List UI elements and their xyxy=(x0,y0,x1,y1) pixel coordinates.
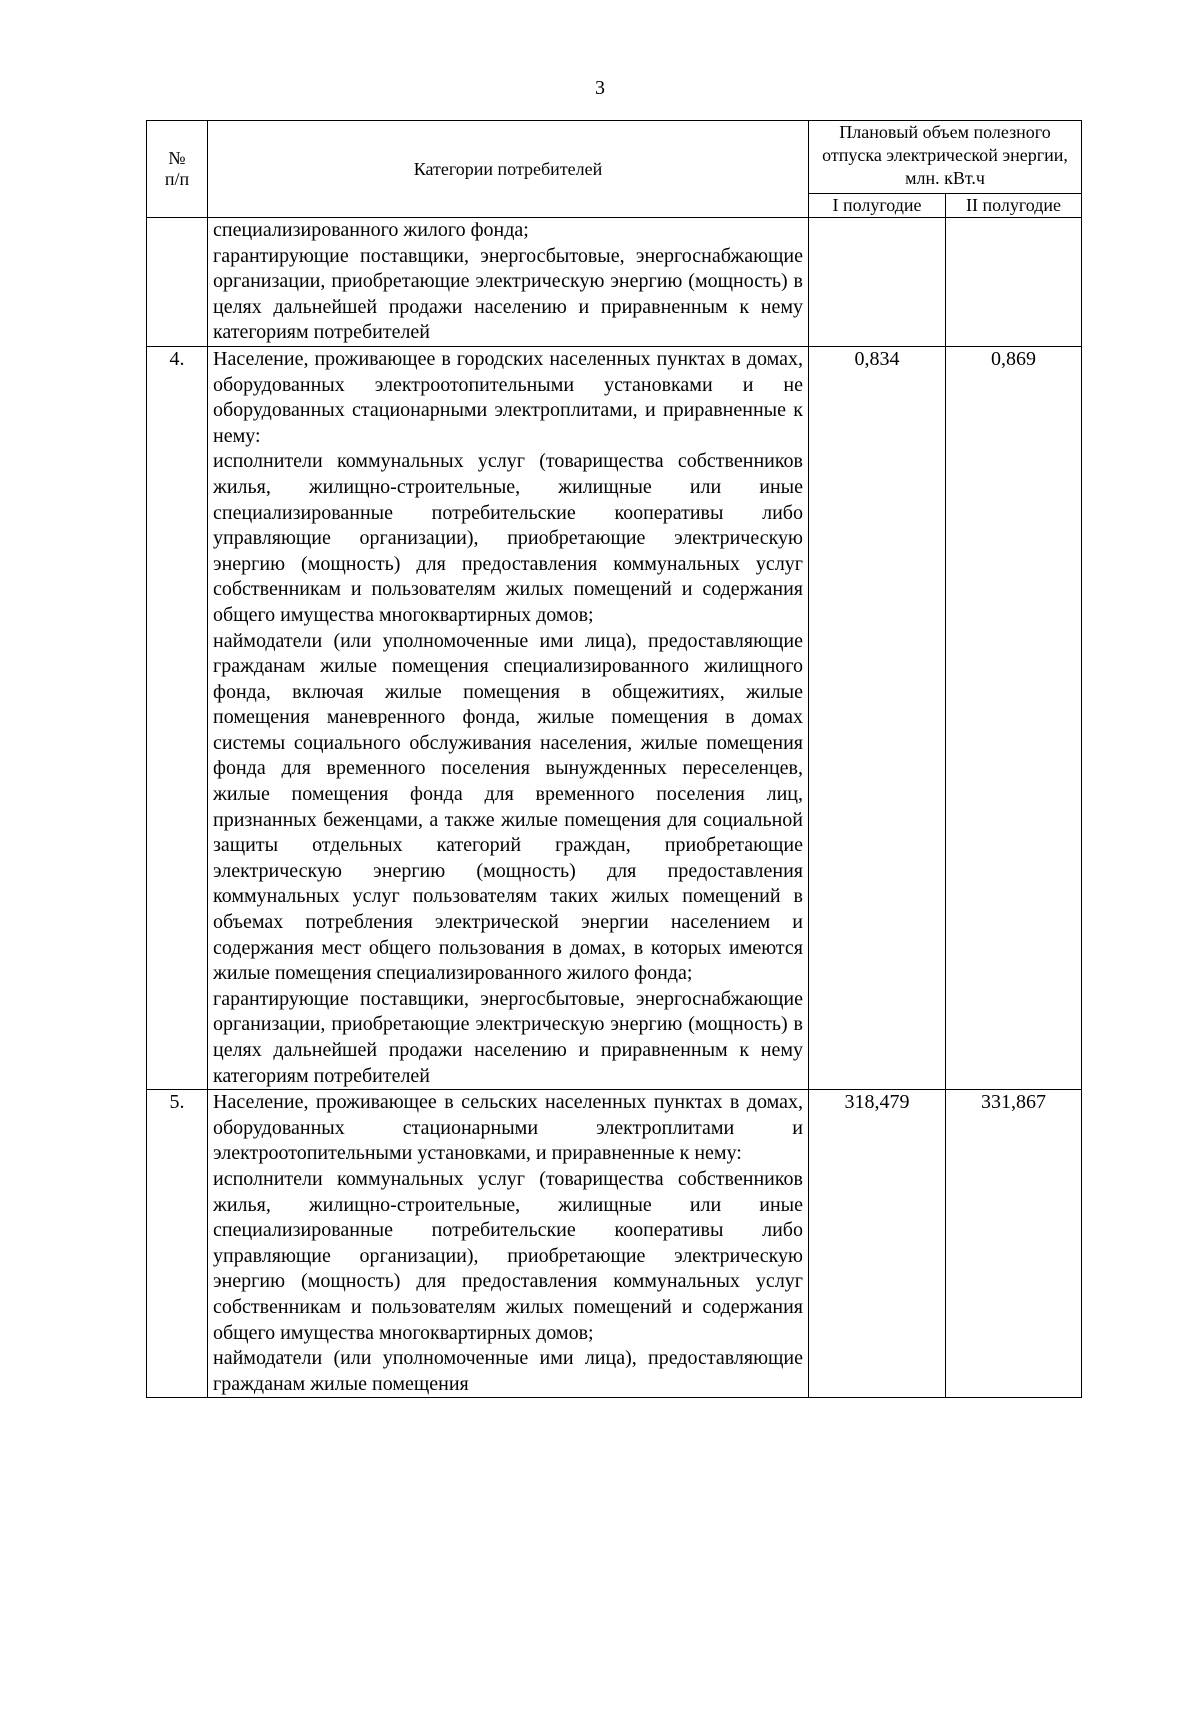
category-paragraph: гарантирующие поставщики, энергосбытовые, энергоснабжающие организации, приобретающие электрическую энергию (мощность) в целях дальнейшей продажи населению и приравненным к нему категориям потребителей xyxy=(213,987,803,1087)
category-paragraph: исполнители коммунальных услуг (товарищества собственников жилья, жилищно-строительные, жилищные или иные специализированные потребительские кооперативы либо управляющие организации), приобретающие электрическую энергию (мощность) для предоставления коммунальных услуг собственникам и пользователям жилых помещений и содержания общего имущества многоквартирных домов; xyxy=(213,1167,803,1344)
row-half2-value: 0,869 xyxy=(946,346,1082,1089)
row-category xyxy=(208,218,809,347)
row-half1-value xyxy=(809,218,946,347)
row-category xyxy=(208,346,809,1089)
table-row xyxy=(147,218,1082,347)
header-volume-label: Плановый объем полезного отпуска электрической энергии, млн. кВт.ч xyxy=(822,122,1068,188)
header-num xyxy=(147,121,208,218)
category-paragraph: наймодатели (или уполномоченные ими лица), предоставляющие гражданам жилые помещения специализированного жилищного фонда, включая жилые помещения в общежитиях, жилые помещения маневренного фонда, жилые помещения в домах системы социального обслуживания населения, жилые помещения фонда для временного поселения вынужденных переселенцев, жилые помещения фонда для временного поселения лиц, признанных беженцами, а также жилые помещения для социальной защиты отдельных категорий граждан, приобретающие электрическую энергию (мощность) для предоставления коммунальных услуг пользователям таких жилых помещений в объемах потребления электрической энергии населением и содержания мест общего пользования в домах, в которых имеются жилые помещения специализированного жилого фонда; xyxy=(213,629,803,985)
category-paragraph: Население, проживающее в городских населенных пунктах в домах, оборудованных электроотопительными установками и не оборудованных стационарными электроплитами, и приравненные к нему: xyxy=(213,347,803,447)
table-row xyxy=(147,346,1082,1089)
table-row xyxy=(147,1090,1082,1398)
header-category-label: Категории потребителей xyxy=(413,158,603,179)
header-category xyxy=(208,121,809,218)
header-num-label: № п/п xyxy=(164,148,190,189)
page-number: 3 xyxy=(595,77,605,99)
category-paragraph: исполнители коммунальных услуг (товарищества собственников жилья, жилищно-строительные, жилищные или иные специализированные потребительские кооперативы либо управляющие организации), приобретающие электрическую энергию (мощность) для предоставления коммунальных услуг собственникам и пользователям жилых помещений и содержания общего имущества многоквартирных домов; xyxy=(213,450,803,626)
row-half2-value xyxy=(946,218,1082,347)
category-paragraph: гарантирующие поставщики, энергосбытовые, энергоснабжающие организации, приобретающие электрическую энергию (мощность) в целях дальнейшей продажи населению и приравненным к нему категориям потребителей xyxy=(213,244,803,344)
header-half1 xyxy=(809,194,946,218)
row-category xyxy=(208,1090,809,1398)
row-half2-value: 331,867 xyxy=(946,1090,1082,1398)
row-number: 5. xyxy=(147,1090,208,1398)
row-number: 4. xyxy=(147,346,208,1089)
row-half1-value: 0,834 xyxy=(809,346,946,1089)
consumer-categories-table xyxy=(146,120,1082,1398)
header-half2 xyxy=(946,194,1082,218)
row-number xyxy=(147,218,208,347)
header-half1-label: I полугодие xyxy=(832,195,922,215)
category-paragraph: Население, проживающее в сельских населенных пунктах в домах, оборудованных стационарными электроплитами и электроотопительными установками, и приравненные к нему: xyxy=(213,1091,803,1165)
category-paragraph: наймодатели (или уполномоченные ими лица), предоставляющие гражданам жилые помещения xyxy=(213,1347,803,1395)
row-half1-value: 318,479 xyxy=(809,1090,946,1398)
header-volume xyxy=(809,121,1082,194)
header-half2-label: II полугодие xyxy=(965,195,1062,215)
category-paragraph: специализированного жилого фонда; xyxy=(213,219,529,241)
